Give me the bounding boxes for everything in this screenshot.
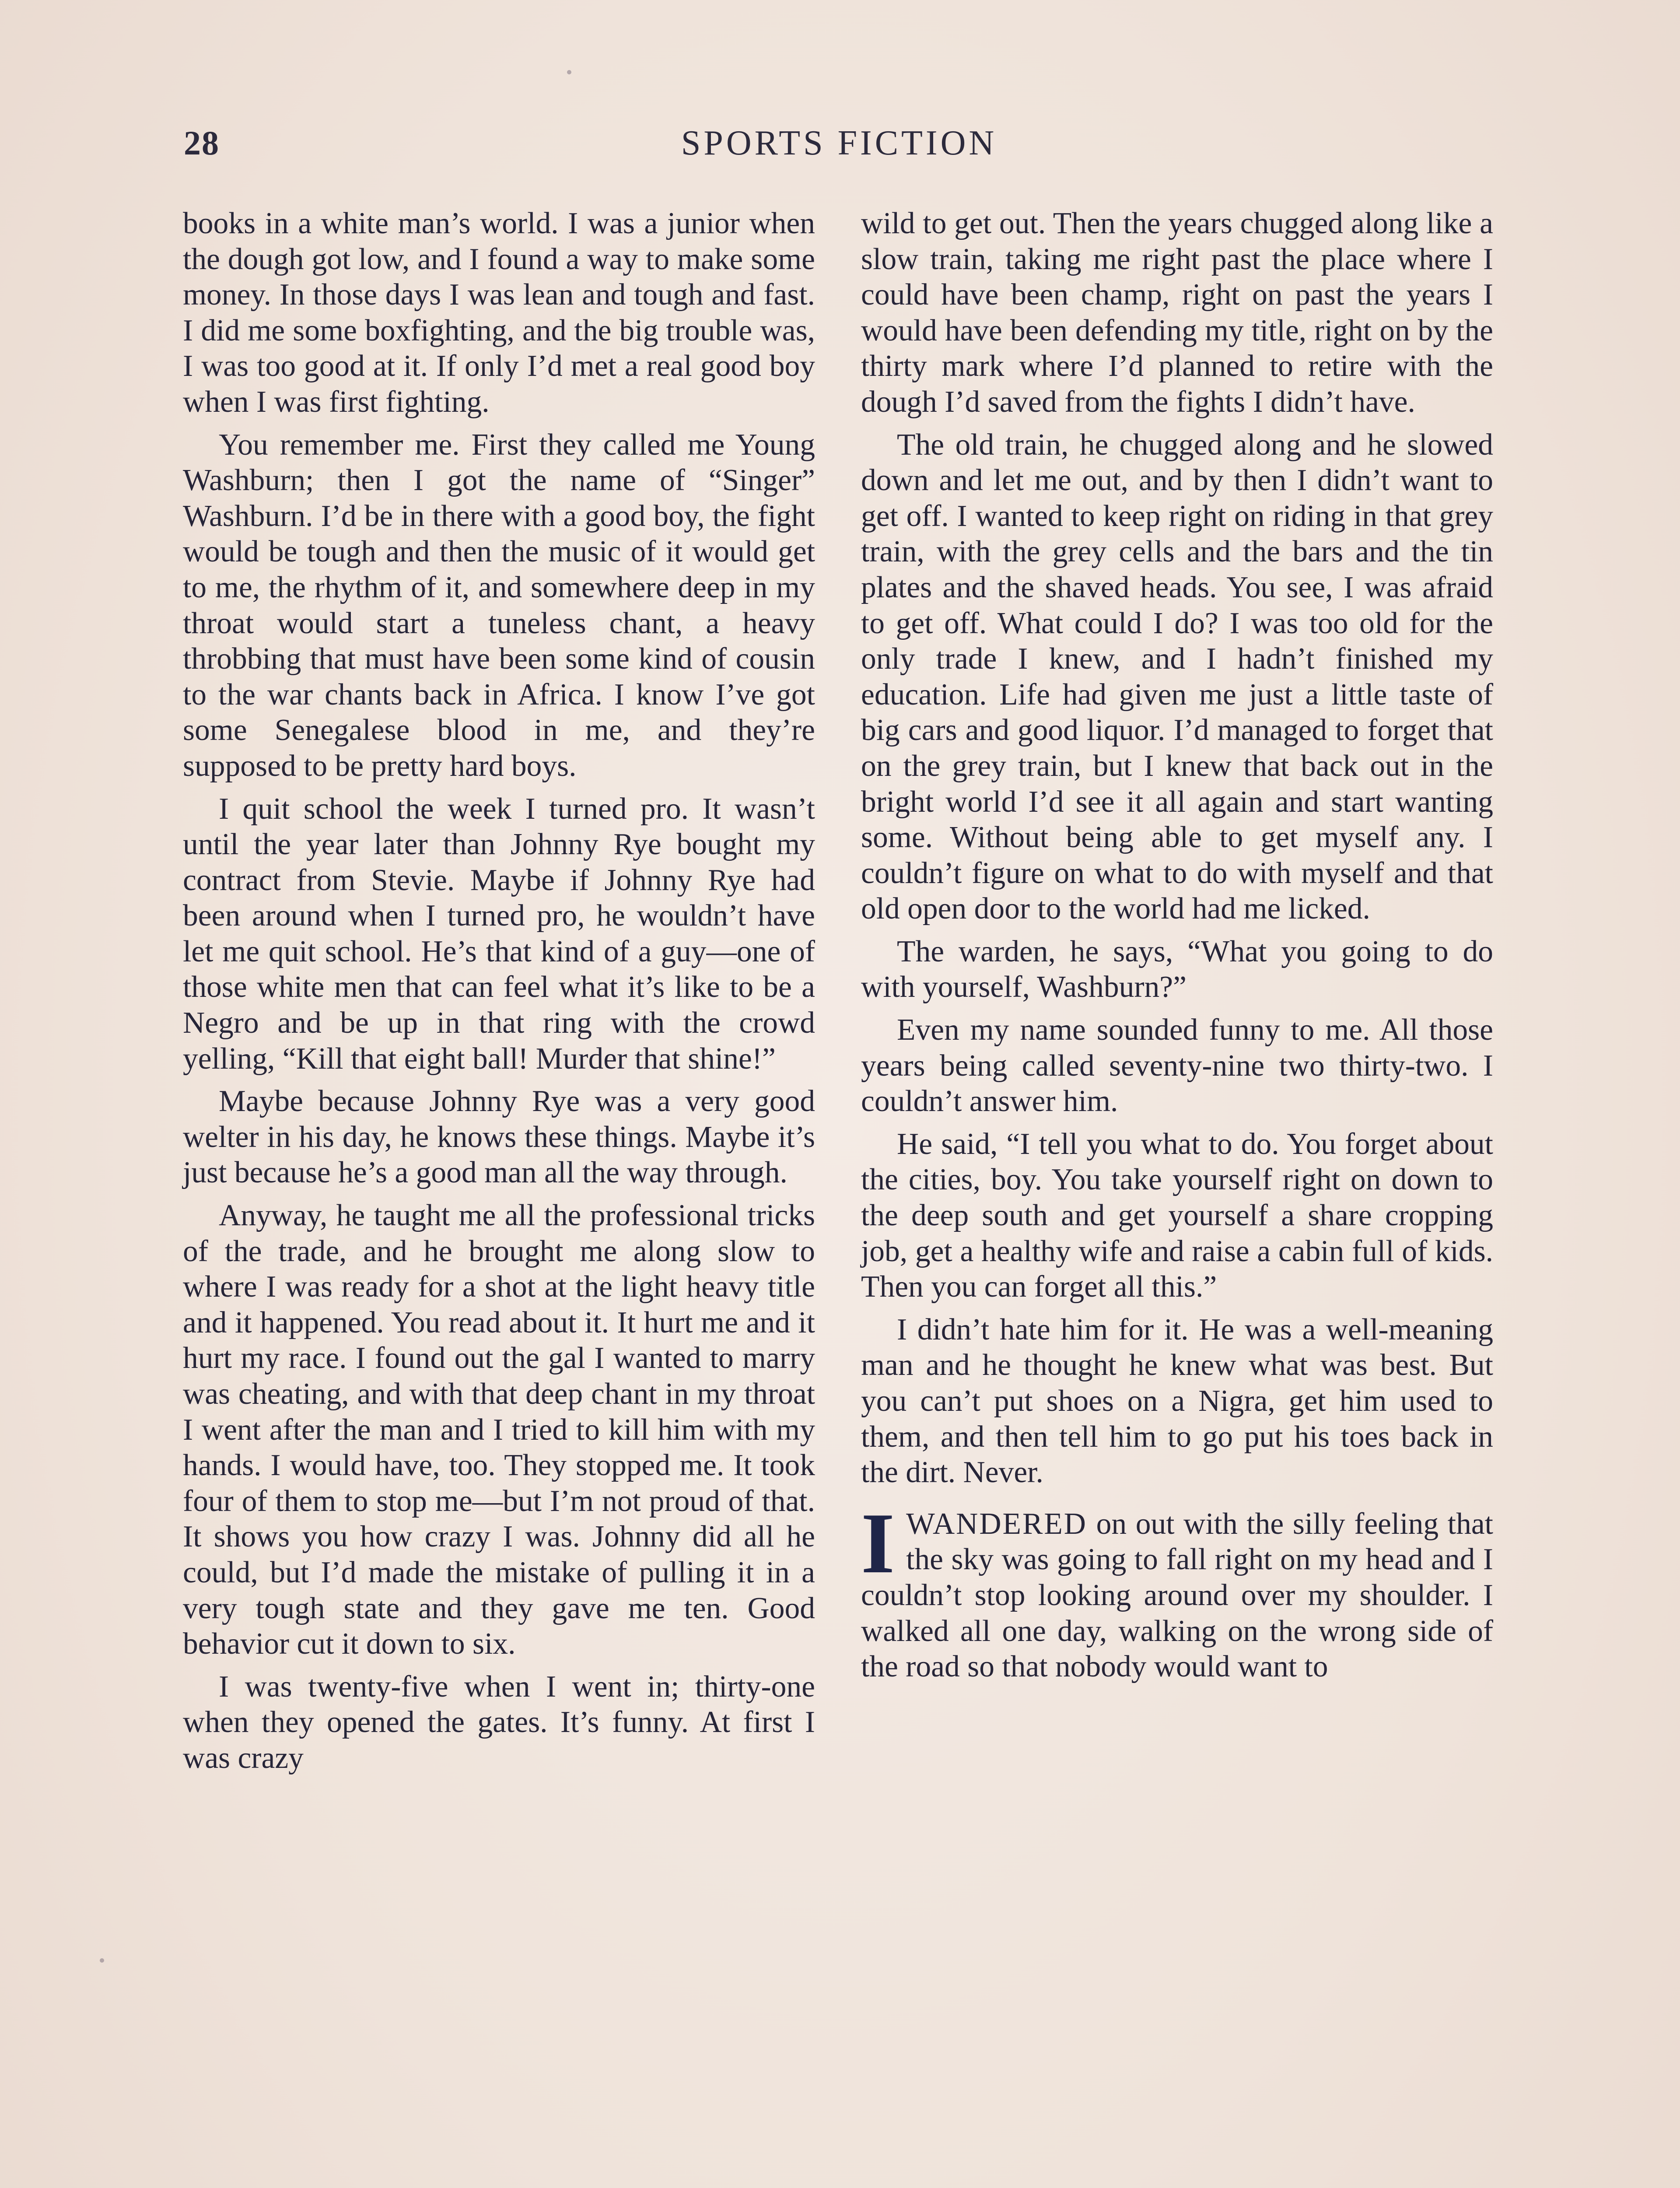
paragraph: I was twenty-five when I went in; thirty-one when they opened the gates. It’s funny. At first I was crazy	[183, 1669, 815, 1775]
left-column	[183, 206, 815, 1783]
right-column	[861, 206, 1493, 1692]
paragraph: I didn’t hate him for it. He was a well-meaning man and he thought he knew what was best. But you can’t put shoes on a Nigra, get him used to them, and then tell him to go put his toes back in the dirt. Never.	[861, 1312, 1493, 1490]
paragraph: You remember me. First they called me Young Washburn; then I got the name of “Singer” Washburn. I’d be in there with a good boy, the fight would be tough and then the music of it would get to me, the rhythm of it, and somewhere deep in my throat would start a tuneless chant, a heavy throbbing that must have been some kind of cousin to the war chants back in Africa. I know I’ve got some Senegalese blood in me, and they’re supposed to be pretty hard boys.	[183, 428, 815, 783]
paper-speck	[567, 70, 571, 74]
paragraph: wild to get out. Then the years chugged along like a slow train, taking me right past the place where I could have been champ, right on past the years I would have been defending my title, right on by the thirty mark where I’d planned to retire with the dough I’d saved from the fights I didn’t have.	[861, 207, 1493, 419]
paragraph: Anyway, he taught me all the professional tricks of the trade, and he brought me along slow to where I was ready for a shot at the light heavy title and it happened. You read about it. It hurt me and it hurt my race. I found out the gal I wanted to marry was cheating, and with that deep chant in my throat I went after the man and I tried to kill him with my hands. I would have, too. They stopped me. It took four of them to stop me—but I’m not proud of that. It shows you how crazy I was. Johnny did all he could, but I’d made the mistake of pulling it in a very tough state and they gave me ten. Good behavior cut it down to six.	[183, 1199, 815, 1661]
section-opening-paragraph	[861, 1495, 1493, 1685]
paragraph-text: on out with the silly feeling that the sky was going to fall right on my head and I couldn’t stop looking around over my shoulder. I walked all one day, walking on the wrong side of the road so that nobody would want to	[861, 1507, 1493, 1684]
page-header	[184, 123, 1494, 172]
paper-speck	[100, 1958, 104, 1963]
drop-cap-lead-words: WANDERED	[906, 1507, 1087, 1541]
paragraph: Even my name sounded funny to me. All those years being called seventy-nine two thirty-two. I couldn’t answer him.	[861, 1013, 1493, 1119]
running-head: SPORTS FICTION	[681, 124, 998, 162]
paragraph: I quit school the week I turned pro. It wasn’t until the year later than Johnny Rye bought my contract from Stevie. Maybe if Johnny Rye had been around when I turned pro, he wouldn’t have let me quit school. He’s that kind of a guy—one of those white men that can feel what it’s like to be a Negro and be up in that ring with the crowd yelling, “Kill that eight ball! Murder that shine!”	[183, 792, 815, 1076]
paragraph: books in a white man’s world. I was a junior when the dough got low, and I found a way to make some money. In those days I was lean and tough and fast. I did me some boxfighting, and the big trouble was, I was too good at it. If only I’d met a real good boy when I was first fighting.	[183, 207, 815, 419]
paragraph: The warden, he says, “What you going to do with yourself, Washburn?”	[861, 934, 1493, 1004]
paragraph: The old train, he chugged along and he slowed down and let me out, and by then I didn’t want to get off. I wanted to keep right on riding in that grey train, with the grey cells and the bars and the tin plates and the shaved heads. You see, I was afraid to get off. What could I do? I was too old for the only trade I knew, and I hadn’t finished my education. Life had given me just a little taste of big cars and good liquor. I’d managed to forget that on the grey train, but I knew that back out in the bright world I’d see it all again and start wanting some. Without being able to get myself any. I couldn’t figure on what to do with myself and that old open door to the world had me licked.	[861, 428, 1493, 926]
drop-cap: I	[861, 1495, 895, 1591]
paragraph: Maybe because Johnny Rye was a very good welter in his day, he knows these things. Maybe it’s just because he’s a good man all the way through.	[183, 1084, 815, 1190]
page-number: 28	[184, 124, 220, 162]
paragraph: He said, “I tell you what to do. You forget about the cities, boy. You take yourself right on down to the deep south and get yourself a share cropping job, get a healthy wife and raise a cabin full of kids. Then you can forget all this.”	[861, 1127, 1493, 1304]
